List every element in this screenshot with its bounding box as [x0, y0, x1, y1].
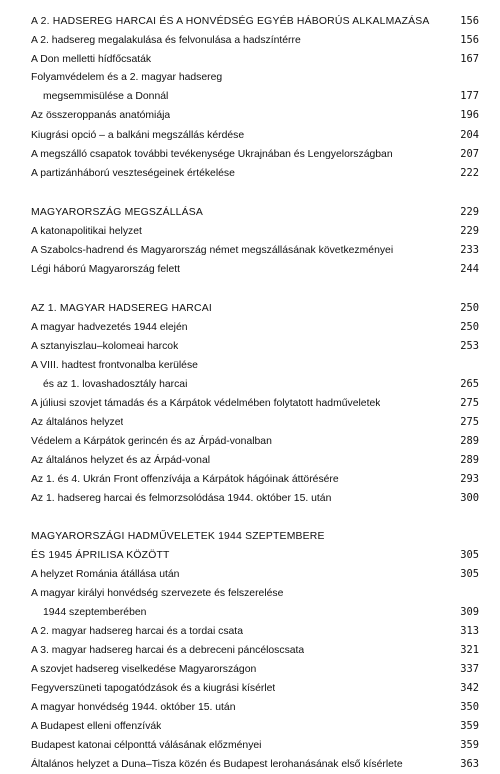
- toc-entry-page: 229: [460, 224, 479, 237]
- toc-entry: [31, 126, 479, 145]
- toc-entry-page: 293: [460, 473, 479, 486]
- toc-entry: [31, 241, 479, 260]
- toc-entry-title: A magyar honvédség 1944. október 15. után: [31, 702, 236, 714]
- toc-entry-page: 156: [460, 15, 479, 27]
- toc-entry-page: 359: [460, 720, 479, 733]
- toc-heading: [31, 546, 479, 565]
- toc-entry-title: A partizánháború veszteségeinek értékelése: [31, 167, 235, 179]
- toc-entry: [31, 50, 479, 69]
- toc-entry: [31, 717, 479, 736]
- toc-entry-page: 363: [460, 758, 479, 771]
- toc-section: [31, 299, 479, 508]
- toc-entry-title: Védelem a Kárpátok gerincén és az Árpád-vonalban: [31, 435, 272, 447]
- toc-entry-page: 309: [460, 605, 479, 618]
- toc-entry-title: A Szabolcs-hadrend és Magyarország német megszállásának következményei: [31, 245, 394, 257]
- toc-entry-title: A Don melletti hídfőcsaták: [31, 54, 152, 66]
- toc-entry-page: 204: [460, 128, 479, 141]
- toc-entry-title: Az általános helyzet és az Árpád-vonal: [31, 454, 211, 466]
- toc-entry-page: 337: [460, 662, 479, 675]
- toc-entry-page: 275: [460, 396, 479, 409]
- table-of-contents: [31, 12, 479, 774]
- toc-entry-title: Fegyverszüneti tapogatódzások és a kiugrási kísérlet: [31, 683, 276, 694]
- toc-heading: [31, 528, 479, 546]
- toc-entry: [31, 489, 479, 508]
- toc-entry: [31, 470, 479, 489]
- toc-entry-title: A júliusi szovjet támadás és a Kárpátok védelmében folytatott hadműveletek: [31, 397, 381, 409]
- toc-entry-title: A sztanyiszlau–kolomeai harcok: [31, 341, 179, 353]
- toc-entry: [31, 641, 479, 660]
- toc-entry-title: A Budapest elleni offenzívák: [31, 721, 162, 733]
- toc-entry-title: A 2. magyar hadsereg harcai és a tordai csata: [31, 625, 243, 637]
- toc-entry-page: 207: [460, 147, 479, 160]
- toc-entry-page: 250: [460, 321, 479, 334]
- toc-entry: [31, 394, 479, 413]
- toc-entry-title: Budapest katonai célponttá válásának előzményei: [31, 740, 262, 752]
- toc-entry-page: 289: [460, 434, 479, 447]
- toc-entry-title: Általános helyzet a Duna–Tisza közén és Budapest lerohanásának első kísérlete: [31, 759, 403, 771]
- toc-entry: [31, 755, 479, 774]
- toc-entry-page: 177: [460, 90, 479, 103]
- toc-entry: [31, 145, 479, 164]
- toc-entry: [31, 318, 479, 337]
- toc-entry: [31, 260, 479, 279]
- toc-entry-page: 167: [460, 53, 479, 66]
- toc-entry-title: ÉS 1945 ÁPRILISA KÖZÖTT: [31, 550, 170, 562]
- toc-entry-page: 222: [460, 166, 479, 179]
- toc-entry: [31, 337, 479, 356]
- toc-entry-title: Az összeroppanás anatómiája: [31, 110, 171, 122]
- toc-entry-page: 342: [460, 682, 479, 694]
- toc-entry-title: A magyar hadvezetés 1944 elején: [31, 322, 188, 334]
- toc-entry-page: 300: [460, 492, 479, 505]
- toc-entry-page: 313: [460, 624, 479, 637]
- toc-entry-title: Az általános helyzet: [31, 416, 124, 428]
- toc-entry: [31, 451, 479, 470]
- toc-entry: [31, 585, 479, 603]
- toc-section: [31, 12, 479, 183]
- toc-entry-title: MAGYARORSZÁG MEGSZÁLLÁSA: [31, 206, 204, 218]
- toc-entry-title: Kiugrási opció – a balkáni megszállás kérdése: [31, 129, 245, 141]
- toc-entry-title: A 3. magyar hadsereg harcai és a debreceni páncéloscsata: [31, 644, 305, 656]
- toc-entry-page: 305: [460, 549, 479, 562]
- toc-entry: [31, 222, 479, 241]
- toc-entry-title: A magyar királyi honvédség szervezete és felszerelése: [31, 587, 284, 599]
- toc-entry: [31, 375, 479, 394]
- toc-entry-page: 350: [460, 701, 479, 714]
- toc-entry-page: 156: [460, 34, 479, 47]
- toc-entry-title: A szovjet hadsereg viselkedése Magyarországon: [31, 663, 257, 675]
- toc-entry: [31, 31, 479, 50]
- toc-heading: [31, 299, 479, 318]
- toc-entry-page: 244: [460, 263, 479, 276]
- toc-entry-page: 250: [460, 302, 479, 315]
- toc-entry-page: 289: [460, 453, 479, 466]
- toc-entry-page: 275: [460, 415, 479, 428]
- toc-entry-title: A 2. HADSEREG HARCAI ÉS A HONVÉDSÉG EGYÉB HÁBORÚS ALKALMAZÁSA: [31, 16, 430, 27]
- toc-entry: [31, 660, 479, 679]
- toc-entry-title: megsemmisülése a Donnál: [43, 91, 169, 103]
- toc-entry: [31, 432, 479, 451]
- toc-entry: [31, 413, 479, 432]
- toc-section: [31, 528, 479, 774]
- toc-entry: [31, 622, 479, 641]
- toc-entry-title: MAGYARORSZÁGI HADMŰVELETEK 1944 SZEPTEMBERE: [31, 531, 325, 543]
- toc-entry-title: A megszálló csapatok további tevékenysége Ukrajnában és Lengyelországban: [31, 148, 393, 160]
- toc-entry-title: Az 1. hadsereg harcai és felmorzsolódása 1944. október 15. után: [31, 493, 332, 505]
- toc-entry-page: 265: [460, 377, 479, 390]
- toc-entry-page: 359: [460, 739, 479, 752]
- toc-entry: [31, 69, 479, 87]
- toc-entry-page: 321: [460, 643, 479, 656]
- toc-entry-title: és az 1. lovashadosztály harcai: [43, 378, 188, 390]
- toc-entry-title: A helyzet Románia átállása után: [31, 569, 180, 581]
- toc-entry: [31, 736, 479, 755]
- toc-entry-title: Az 1. és 4. Ukrán Front offenzívája a Kárpátok hágóinak áttörésére: [31, 474, 339, 486]
- toc-entry: [31, 698, 479, 717]
- toc-entry-title: A 2. hadsereg megalakulása és felvonulása a hadszíntérre: [31, 35, 301, 47]
- toc-entry-page: 196: [460, 109, 479, 122]
- toc-entry-title: A katonapolitikai helyzet: [31, 225, 142, 237]
- toc-heading: [31, 203, 479, 222]
- toc-entry: [31, 106, 479, 125]
- toc-section: [31, 203, 479, 279]
- toc-entry-page: 233: [460, 244, 479, 257]
- toc-entry: [31, 164, 479, 183]
- toc-entry-page: 253: [460, 340, 479, 353]
- toc-entry: [31, 565, 479, 584]
- toc-entry-title: Folyamvédelem és a 2. magyar hadsereg: [31, 72, 223, 84]
- toc-entry: [31, 603, 479, 622]
- toc-entry-page: 229: [460, 205, 479, 218]
- toc-entry: [31, 357, 479, 375]
- toc-entry-title: Légi háború Magyarország felett: [31, 264, 181, 276]
- toc-entry-title: 1944 szeptemberében: [43, 606, 147, 618]
- toc-entry: [31, 87, 479, 106]
- toc-entry-title: A VIII. hadtest frontvonalba kerülése: [31, 359, 198, 371]
- toc-entry-title: AZ 1. MAGYAR HADSEREG HARCAI: [31, 303, 212, 315]
- toc-entry: [31, 679, 479, 698]
- toc-heading: [31, 12, 479, 31]
- toc-entry-page: 305: [460, 568, 479, 581]
